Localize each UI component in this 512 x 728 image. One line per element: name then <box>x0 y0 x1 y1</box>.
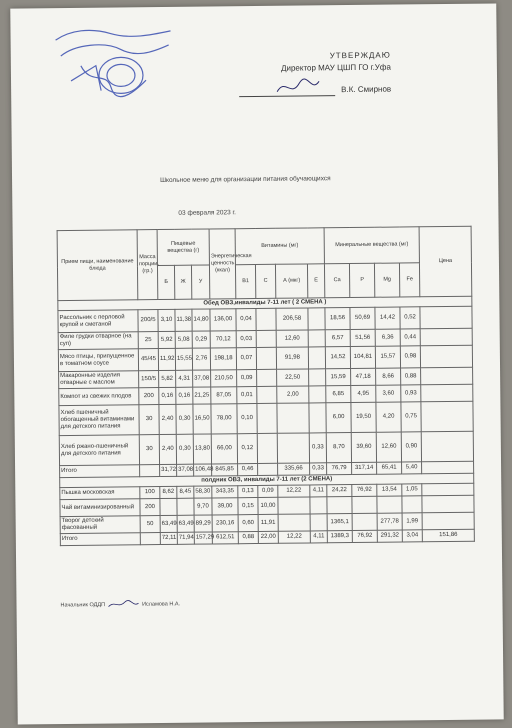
header-c: С <box>255 264 275 298</box>
value-cell <box>160 498 177 515</box>
value-cell: 31,72 <box>160 464 177 476</box>
dish-name-cell: Макаронные изделия отварные с маслом <box>59 371 139 389</box>
value-cell <box>420 328 472 346</box>
value-cell: 104,81 <box>350 346 375 368</box>
value-cell: 12,22 <box>278 485 310 497</box>
value-cell: 11,38 <box>175 309 192 331</box>
value-cell: 6,85 <box>326 386 351 403</box>
value-cell: 8,62 <box>160 486 177 498</box>
value-cell: 1,05 <box>402 484 422 496</box>
value-cell: 4,31 <box>176 370 193 387</box>
value-cell <box>420 306 472 329</box>
header-meal: Прием пищи, наименование блюда <box>57 230 138 301</box>
value-cell: 612,51 <box>212 532 238 544</box>
header-carbs: У <box>191 265 209 299</box>
header-ca: Са <box>324 264 349 298</box>
value-cell: 24,22 <box>327 485 352 497</box>
header-mass: Масса порции, (гр.) <box>137 230 158 300</box>
value-cell <box>420 345 472 368</box>
value-cell: 151,86 <box>422 529 474 542</box>
value-cell: 4,11 <box>310 485 327 497</box>
section-title: Обед ОВЗ,инвалиды 7-11 лет ( 2 СМЕНА ) <box>58 296 472 310</box>
value-cell: 136,00 <box>210 309 236 331</box>
approval-title: УТВЕРЖДАЮ <box>329 50 391 61</box>
value-cell: 845,85 <box>212 464 238 476</box>
value-cell: 12,22 <box>278 531 310 543</box>
value-cell <box>402 496 422 513</box>
value-cell: 70,12 <box>210 331 236 348</box>
value-cell: 87,05 <box>211 387 237 404</box>
value-cell: 0,16 <box>159 387 176 404</box>
value-cell: 0,90 <box>401 432 421 462</box>
dish-name-cell: Хлеб пшеничный обогащенный витаминами для детского питания <box>59 405 139 436</box>
value-cell: 11,92 <box>158 348 175 370</box>
value-cell <box>308 308 325 330</box>
value-cell <box>309 403 326 433</box>
value-cell: 39,00 <box>212 498 238 515</box>
value-cell <box>421 367 473 385</box>
approval-position: Директор МАУ ЦШП ГО г.Уфа <box>280 62 391 73</box>
header-fe: Fe <box>399 263 419 297</box>
value-cell <box>278 514 310 531</box>
value-cell: 5,92 <box>158 331 175 348</box>
value-cell: 66,00 <box>211 434 237 464</box>
value-cell: 0,93 <box>401 385 421 402</box>
header-a: А (мкг) <box>275 264 307 298</box>
value-cell: 5,82 <box>159 370 176 387</box>
value-cell: 3,04 <box>402 530 422 542</box>
stamp-signature-icon <box>50 25 181 106</box>
value-cell: 210,50 <box>211 370 237 387</box>
value-cell: 76,79 <box>327 463 352 475</box>
value-cell: 8,70 <box>326 433 351 463</box>
dish-name-cell: Филе грудки отварное (на суп) <box>58 332 138 350</box>
value-cell: 12,60 <box>376 432 401 462</box>
value-cell: 2,76 <box>192 348 210 370</box>
director-signature-icon <box>273 75 323 100</box>
footer-signature-icon <box>107 600 141 608</box>
value-cell: 8,66 <box>376 368 401 385</box>
footer-label: Начальник ОДДП <box>60 602 106 609</box>
table-row <box>59 431 473 465</box>
header-minerals: Минеральные вещества (мг) <box>324 227 419 264</box>
value-cell <box>257 369 277 386</box>
header-e: Е <box>307 264 324 298</box>
value-cell: 14,80 <box>192 309 210 331</box>
menu-title: Школьное меню для организации питания обучающихся <box>160 175 331 185</box>
value-cell <box>140 533 160 545</box>
value-cell: 76,92 <box>352 530 377 542</box>
value-cell: 106,48 <box>194 464 212 476</box>
dish-name-cell: Мясо птицы, припущенное в томатном соусе <box>58 349 138 372</box>
value-cell: 0,12 <box>237 434 257 464</box>
value-cell: 0,09 <box>237 370 257 387</box>
value-cell: 76,92 <box>352 484 377 496</box>
value-cell: 1,99 <box>402 513 422 530</box>
value-cell: 0,04 <box>236 309 256 331</box>
value-cell <box>309 369 326 386</box>
header-price: Цена <box>419 226 472 297</box>
value-cell: 335,66 <box>278 463 310 475</box>
value-cell: 6,57 <box>325 330 350 347</box>
value-cell: 0,16 <box>176 387 193 404</box>
value-cell: 157,29 <box>194 532 212 544</box>
value-cell: 15,57 <box>375 346 400 368</box>
header-energy: Энергетическая ценность (ккал) <box>209 229 236 299</box>
value-cell: 1365,1 <box>327 514 352 531</box>
value-cell: 47,18 <box>351 368 376 385</box>
header-nutrients: Пищевые вещества (г) <box>157 229 209 266</box>
value-cell <box>258 463 278 475</box>
value-cell: 0,01 <box>237 387 257 404</box>
header-protein: Б <box>157 265 174 299</box>
value-cell <box>309 386 326 403</box>
value-cell <box>421 401 473 432</box>
dish-name-cell: Пышка московская <box>60 487 140 500</box>
value-cell: 15,55 <box>175 348 192 370</box>
value-cell: 343,35 <box>212 486 238 498</box>
value-cell: 1389,3 <box>327 531 352 543</box>
value-cell <box>277 433 309 463</box>
value-cell: 22,00 <box>258 531 278 543</box>
menu-body <box>58 296 475 545</box>
value-cell <box>257 403 277 433</box>
value-cell <box>422 512 474 530</box>
value-cell: 10,00 <box>258 497 278 514</box>
value-cell: 0,44 <box>400 329 420 346</box>
value-cell: 63,49 <box>177 515 194 532</box>
dish-name-cell: Рассольник с перловой крупой и сметаной <box>58 310 138 333</box>
dish-name-cell: Итого <box>60 533 140 546</box>
value-cell: 4,11 <box>310 531 327 543</box>
value-cell: 3,10 <box>158 309 175 331</box>
value-cell <box>310 514 327 531</box>
dish-name-cell: Творог детский фасованный <box>60 516 140 534</box>
value-cell: 200 <box>140 499 160 516</box>
dish-name-cell: Компот из свежих плодов <box>59 388 139 406</box>
value-cell <box>308 347 325 369</box>
value-cell <box>327 497 352 514</box>
value-cell: 14,52 <box>325 347 350 369</box>
value-cell: 13,54 <box>377 484 402 496</box>
value-cell: 4,95 <box>351 385 376 402</box>
approval-signer: В.К. Смирнов <box>341 84 392 95</box>
value-cell: 0,10 <box>237 404 257 434</box>
value-cell: 50 <box>140 516 160 533</box>
value-cell: 230,16 <box>212 515 238 532</box>
value-cell: 8,45 <box>177 486 194 498</box>
value-cell: 0,13 <box>238 485 258 497</box>
value-cell: 317,14 <box>352 462 377 474</box>
value-cell: 150/5 <box>139 371 159 388</box>
value-cell <box>277 403 309 433</box>
value-cell: 65,41 <box>377 462 402 474</box>
value-cell: 71,94 <box>177 532 194 544</box>
value-cell: 12,60 <box>276 330 308 347</box>
value-cell: 6,36 <box>375 329 400 346</box>
value-cell: 200/5 <box>138 310 158 332</box>
value-cell: 25 <box>138 332 158 349</box>
value-cell <box>422 483 474 496</box>
value-cell <box>310 497 327 514</box>
menu-table <box>57 226 475 546</box>
value-cell: 0,46 <box>238 463 258 475</box>
value-cell: 0,30 <box>176 434 193 464</box>
footer <box>60 600 180 609</box>
value-cell: 3,60 <box>376 385 401 402</box>
value-cell: 277,78 <box>377 513 402 530</box>
value-cell: 0,09 <box>258 485 278 497</box>
value-cell: 0,75 <box>401 402 421 432</box>
value-cell: 9,70 <box>194 498 212 515</box>
value-cell: 100 <box>140 487 160 499</box>
value-cell: 91,98 <box>276 347 308 369</box>
dish-name-cell: Чай витаминизированный <box>60 499 140 517</box>
value-cell: 0,15 <box>238 497 258 514</box>
value-cell: 206,58 <box>276 308 308 330</box>
value-cell: 5,08 <box>175 331 192 348</box>
table-row <box>59 401 473 435</box>
value-cell <box>256 347 276 369</box>
value-cell: 198,18 <box>210 348 236 370</box>
header-fat: Ж <box>174 265 191 299</box>
value-cell: 16,50 <box>193 404 211 434</box>
value-cell: 6,00 <box>326 403 351 433</box>
value-cell <box>278 497 310 514</box>
value-cell <box>177 498 194 515</box>
value-cell: 0,33 <box>310 463 327 475</box>
value-cell: 89,29 <box>194 515 212 532</box>
value-cell <box>257 386 277 403</box>
value-cell <box>256 330 276 347</box>
value-cell: 14,42 <box>375 307 400 329</box>
value-cell: 63,49 <box>160 515 177 532</box>
value-cell <box>377 496 402 513</box>
header-b1: В1 <box>235 265 255 299</box>
value-cell: 2,40 <box>159 434 176 464</box>
value-cell: 0,60 <box>238 514 258 531</box>
value-cell: 0,30 <box>176 404 193 434</box>
value-cell: 39,60 <box>351 432 376 462</box>
menu-date: 03 февраля 2023 г. <box>178 209 236 217</box>
value-cell: 30 <box>139 405 159 435</box>
header-p: Р <box>349 263 374 297</box>
footer-name: Исламова Н.А. <box>142 601 181 608</box>
value-cell <box>422 461 474 474</box>
section-title: полдник ОВЗ, инвалиды 7-11 лет (2 СМЕНА) <box>60 473 474 487</box>
value-cell: 37,08 <box>177 464 194 476</box>
value-cell: 200 <box>139 388 159 405</box>
value-cell: 0,52 <box>400 307 420 329</box>
value-cell: 45/45 <box>138 349 158 371</box>
value-cell: 0,29 <box>192 331 210 348</box>
value-cell: 30 <box>139 435 159 465</box>
value-cell <box>308 330 325 347</box>
value-cell: 19,50 <box>351 402 376 432</box>
value-cell <box>421 431 473 462</box>
value-cell: 11,91 <box>258 514 278 531</box>
header-vitamins: Витамины (мг) <box>235 228 324 265</box>
value-cell: 37,08 <box>193 370 211 387</box>
dish-name-cell: Хлеб ржано-пшеничный для детского питания <box>59 435 139 466</box>
header-mg: Mg <box>374 263 399 297</box>
value-cell <box>140 465 160 477</box>
value-cell <box>257 433 277 463</box>
value-cell: 21,25 <box>193 387 211 404</box>
document-sheet <box>10 3 503 724</box>
value-cell: 18,56 <box>325 308 350 330</box>
value-cell: 51,56 <box>350 329 375 346</box>
value-cell: 78,00 <box>211 404 237 434</box>
value-cell: 15,59 <box>326 369 351 386</box>
value-cell: 58,30 <box>194 486 212 498</box>
value-cell <box>352 496 377 513</box>
value-cell: 291,32 <box>377 530 402 542</box>
value-cell: 0,88 <box>401 368 421 385</box>
value-cell: 0,88 <box>238 531 258 543</box>
value-cell: 4,20 <box>376 402 401 432</box>
value-cell: 22,50 <box>277 369 309 386</box>
value-cell: 0,33 <box>309 433 326 463</box>
value-cell: 0,07 <box>236 348 256 370</box>
value-cell <box>422 495 474 513</box>
value-cell: 2,40 <box>159 404 176 434</box>
value-cell <box>421 384 473 402</box>
value-cell: 13,80 <box>193 434 211 464</box>
value-cell: 72,11 <box>160 532 177 544</box>
dish-name-cell: Итого <box>60 465 140 478</box>
value-cell <box>256 308 276 330</box>
value-cell: 50,69 <box>350 307 375 329</box>
value-cell <box>352 513 377 530</box>
value-cell: 0,03 <box>236 331 256 348</box>
value-cell: 2,00 <box>277 386 309 403</box>
value-cell: 5,40 <box>402 462 422 474</box>
value-cell: 0,98 <box>400 346 420 368</box>
